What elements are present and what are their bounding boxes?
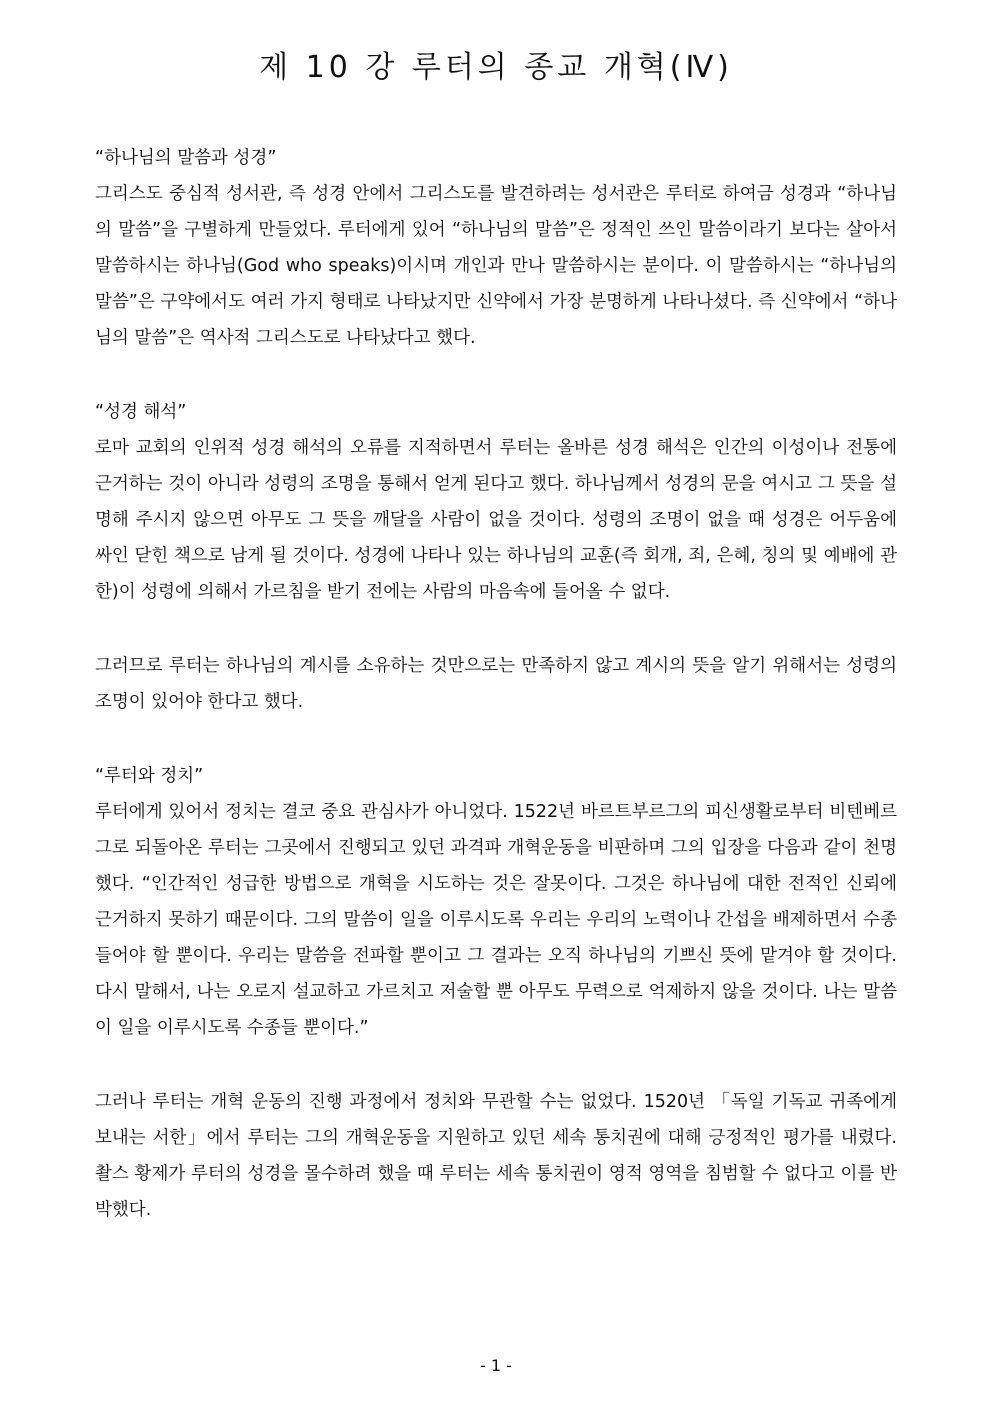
section-paragraph: 로마 교회의 인위적 성경 해석의 오류를 지적하면서 루터는 올바른 성경 해석은 인간의 이성이나 전통에 근거하는 것이 아니라 성령의 조명을 통해서 얻게 된다고 했다. 하나님께서 성경의 문을 여시고 그 뜻을 설명해 주시지 않으면 아무도 그 뜻을 깨달을 사람이 없을 것이다. 성령의 조명이 없을 때 성경은 어두움에 싸인 닫힌 책으로 남게 될 것이다. 성경에 나타나 있는 하나님의 교훈(즉 회개, 죄, 은혜, 칭의 및 예배에 관한)이 성령에 의해서 가르침을 받기 전에는 사람의 마음속에 들어올 수 없다. xyxy=(95,438,897,602)
document-body xyxy=(95,140,897,1266)
section-paragraph: 그러나 루터는 개혁 운동의 진행 과정에서 정치와 무관할 수는 없었다. 1520년 「독일 기독교 귀족에게 보내는 서한」에서 루터는 그의 개혁운동을 지원하고 있던 세속 통치권에 대해 긍정적인 평가를 내렸다. 촬스 황제가 루터의 성경을 몰수하려 했을 때 루터는 세속 통치권이 영적 영역을 침범할 수 없다고 이를 반박했다. xyxy=(95,1092,897,1220)
section-interpretation xyxy=(95,394,897,610)
section-paragraph: 그러므로 루터는 하나님의 계시를 소유하는 것만으로는 만족하지 않고 계시의 뜻을 알기 위해서는 성령의 조명이 있어야 한다고 했다. xyxy=(95,656,897,712)
page-title: 제 10 강 루터의 종교 개혁(Ⅳ) xyxy=(259,50,733,85)
section-secular-authority xyxy=(95,1084,897,1228)
section-paragraph: 루터에게 있어서 정치는 결코 중요 관심사가 아니었다. 1522년 바르트부르그의 피신생활로부터 비텐베르그로 되돌아온 루터는 그곳에서 진행되고 있던 과격파 개혁운동을 비판하며 그의 입장을 다음과 같이 천명했다. “인간적인 성급한 방법으로 개혁을 시도하는 것은 잘못이다. 그것은 하나님에 대한 전적인 신뢰에 근거하지 못하기 때문이다. 그의 말씀이 일을 이루시도록 우리는 우리의 노력이나 간섭을 배제하면서 수종들어야 할 뿐이다. 우리는 말씀을 전파할 뿐이고 그 결과는 오직 하나님의 기쁘신 뜻에 맡겨야 할 것이다. 다시 말해서, 나는 오로지 설교하고 가르치고 저술할 뿐 아무도 무력으로 억제하지 않을 것이다. 나는 말씀이 일을 이루시도록 수종들 뿐이다.” xyxy=(95,802,897,1038)
section-word-and-scripture xyxy=(95,140,897,356)
section-luther-and-politics xyxy=(95,758,897,1046)
section-heading: “하나님의 말씀과 성경” xyxy=(95,148,277,168)
section-illumination-conclusion xyxy=(95,648,897,720)
section-heading: “루터와 정치” xyxy=(95,766,204,786)
section-heading: “성경 해석” xyxy=(95,402,187,422)
section-paragraph: 그리스도 중심적 성서관, 즉 성경 안에서 그리스도를 발견하려는 성서관은 루터로 하여금 성경과 “하나님의 말씀”을 구별하게 만들었다. 루터에게 있어 “하나님의 말씀”은 정적인 쓰인 말씀이라기 보다는 살아서 말씀하시는 하나님(God who speaks)이시며 개인과 만나 말씀하시는 분이다. 이 말씀하시는 “하나님의 말씀”은 구약에서도 여러 가지 형태로 나타났지만 신약에서 가장 분명하게 나타나셨다. 즉 신약에서 “하나님의 말씀”은 역사적 그리스도로 나타났다고 했다. xyxy=(95,184,897,348)
page-number: - 1 - xyxy=(480,1356,512,1375)
